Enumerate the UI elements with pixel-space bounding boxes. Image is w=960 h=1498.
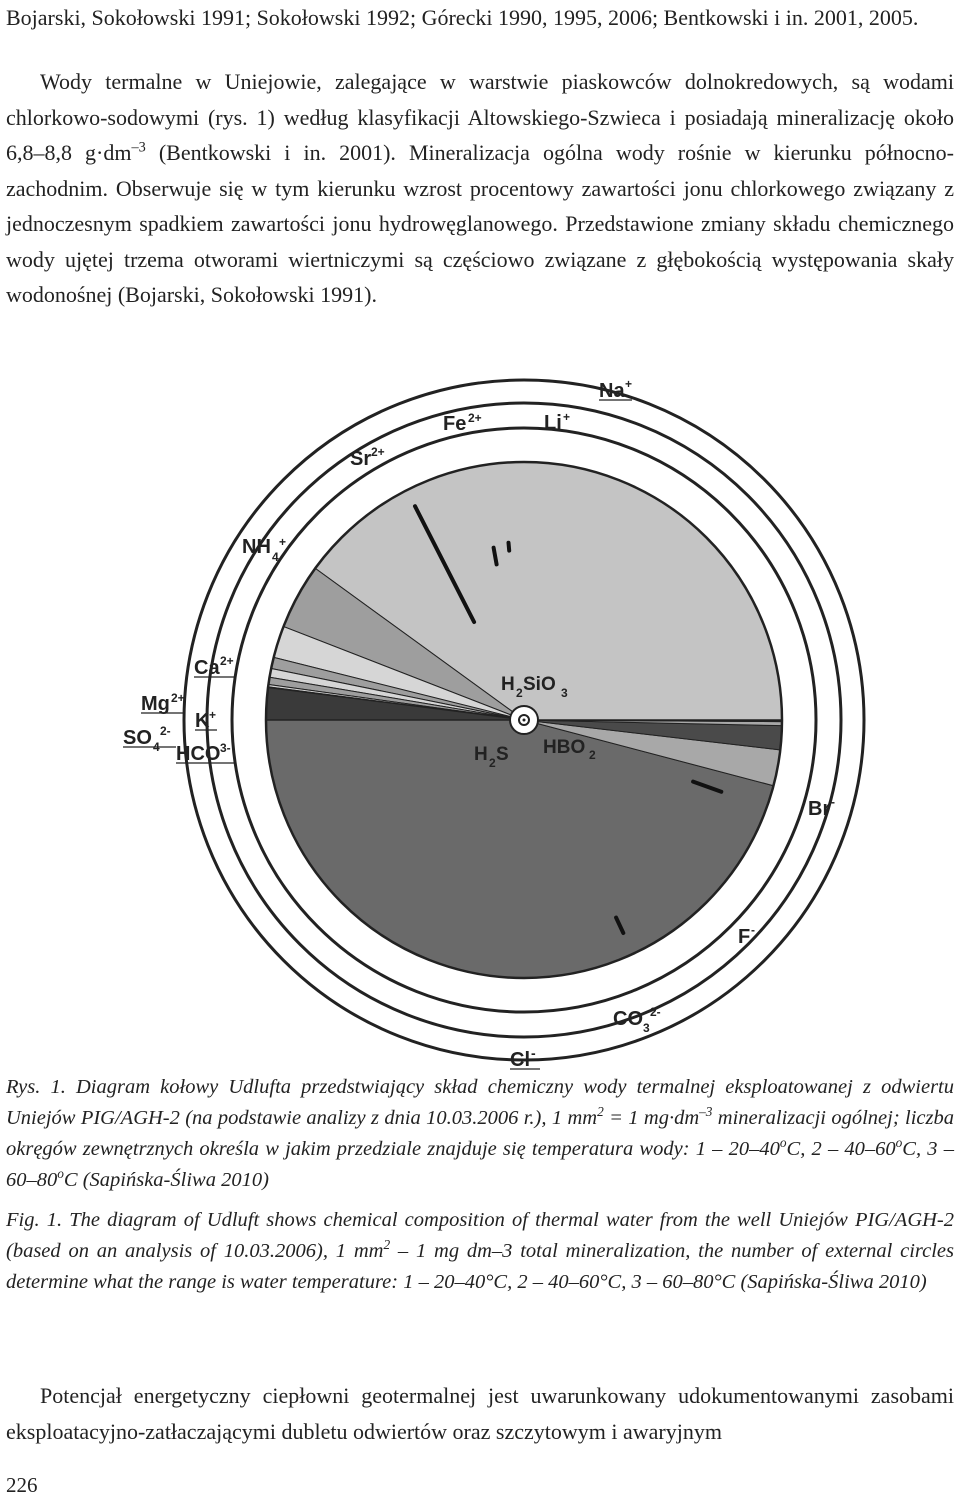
label-nh4-sub: 4 (272, 550, 279, 564)
label-co3-base: CO (613, 1008, 643, 1030)
label-h2s-a: H (474, 744, 488, 765)
label-br-base: Br (808, 798, 831, 820)
caption-pl-e3: o (779, 1135, 787, 1151)
label-fe-sup: 2+ (468, 411, 482, 425)
label-hco3-base: HCO (176, 743, 221, 765)
label-sr-base: Sr (350, 448, 372, 470)
figure-caption-pl (6, 1072, 954, 1196)
paragraph-bottom (6, 1378, 954, 1449)
caption-pl-p5: C, 3 – 60–80 (6, 1138, 954, 1191)
label-hbo2-a: HBO (543, 737, 586, 758)
label-na-sup: + (625, 377, 633, 391)
label-cl-sup: - (531, 1045, 536, 1061)
label-k-sup: + (209, 708, 217, 722)
label-hbo2-b: 2 (589, 748, 596, 762)
label-sr-sup: 2+ (371, 445, 385, 459)
label-co3-sub: 3 (643, 1021, 650, 1035)
label-h2sio3-a: H (501, 674, 515, 695)
label-li-base: Li (544, 412, 562, 434)
label-co3-sup: 2- (650, 1005, 661, 1019)
label-na (599, 377, 632, 402)
label-mg (141, 691, 185, 715)
label-hco3 (176, 741, 234, 765)
caption-pl-p4: C, 2 – 40–60 (786, 1138, 896, 1160)
label-k (195, 708, 217, 732)
label-f-base: F (738, 926, 751, 948)
label-f (738, 923, 755, 948)
paragraph-top (6, 0, 954, 36)
paragraph-main-part2: (Bentkowski i in. 2001). Mineralizacja ogólna wody rośnie w kierunku północno-zachodnim. Obserwuje się w tym kierunku wzrost procentowy zawartości jonu chlorkowego związany z jednoczesnym spadkiem zawartości jonu hydrowęglanowego. Przedstawione zmiany składu chemicznego wody ujętej trzema otworami wiertniczymi są częściowo związane z głębokością występowania skały wodonośnej (Bojarski, Sokołowski 1991). (6, 140, 954, 307)
paragraph-bottom-text: Potencjał energetyczny ciepłowni geotermalnej jest uwarunkowany udokumentowanymi zasobami eksploatacyjno-zatłaczającymi dubletu odwiertów oraz szczytowym i awaryjnym (6, 1383, 954, 1444)
label-ca-sup: 2+ (220, 654, 234, 668)
center-dot (523, 719, 526, 722)
label-h2sio3-d: 3 (561, 686, 568, 700)
label-hco3-sup: 3- (220, 741, 231, 755)
label-h2sio3-b: 2 (516, 686, 523, 700)
label-f-sup: - (751, 923, 755, 937)
caption-pl-e1: 2 (597, 1104, 604, 1120)
label-mg-base: Mg (141, 693, 170, 715)
caption-en-p2: – 1 mg dm–3 total mineralization, the number of external circles determine what the range is water temperature: 1 – 20–40°C, 2 – 40–60°C, 3 – 60–80°C (Sapińska-Śliwa 2010) (6, 1240, 955, 1293)
label-br-sup: - (831, 795, 835, 809)
figure-caption-en (6, 1205, 954, 1298)
label-k-base: K (195, 710, 210, 732)
label-na-base: Na (599, 380, 625, 402)
label-fe-base: Fe (443, 413, 467, 435)
caption-pl-p2: = 1 mg·dm (603, 1107, 700, 1129)
label-h2s-c: S (496, 744, 509, 765)
label-co3 (613, 1005, 661, 1035)
caption-pl-p1: Rys. 1. Diagram kołowy Udlufta przedstwiający skład chemiczny wody termalnej eksploatowanej z odwiertu Uniejów PIG/AGH-2 (na podstawie analizy z dnia 10.03.2006 r.), 1 mm (6, 1076, 954, 1129)
label-h2s-b: 2 (489, 756, 496, 770)
center-marker (510, 706, 538, 734)
caption-pl-e5: o (57, 1166, 64, 1182)
caption-en-p1: Fig. 1. The diagram of Udluft shows chemical composition of thermal water from the well Uniejów PIG/AGH-2 (based on an analysis of 10.03.2006), 1 mm (6, 1209, 954, 1262)
caption-pl-e4: o (895, 1135, 903, 1151)
label-nh4-sup: + (279, 535, 287, 549)
label-nh4-base: NH (242, 536, 271, 558)
label-so4-base: SO (123, 727, 152, 749)
label-cl-base: Cl (510, 1049, 530, 1071)
label-br (808, 795, 835, 820)
page-number: 226 (6, 1473, 38, 1497)
paragraph-main (6, 64, 954, 313)
label-so4-sup: 2- (160, 724, 171, 738)
label-h2sio3-c: SiO (523, 674, 556, 695)
caption-pl-e2: –3 (699, 1104, 713, 1120)
label-so4 (123, 724, 176, 754)
paragraph-main-part1: Wody termalne w Uniejowie, zalegające w warstwie piaskowców dolnokredowych, są wodami chlorkowo-sodowymi (rys. 1) według klasyfikacji Altowskiego-Szwieca i posiadają mineralizację około 6,8–8,8 g·dm (6, 69, 954, 165)
label-ca (194, 654, 235, 679)
line-fe (509, 543, 510, 551)
label-so4-sub: 4 (153, 740, 160, 754)
label-cl (510, 1045, 540, 1071)
label-mg-sup: 2+ (171, 691, 185, 705)
caption-en-e1: 2 (383, 1237, 391, 1253)
label-li-sup: + (563, 410, 571, 424)
paragraph-main-exponent: –3 (131, 139, 146, 156)
caption-pl-p6: C (Sapińska-Śliwa 2010) (63, 1169, 269, 1191)
paragraph-top-text: Bojarski, Sokołowski 1991; Sokołowski 1992; Górecki 1990, 1995, 2006; Bentkowski i in. 2001, 2005. (6, 5, 919, 30)
label-ca-base: Ca (194, 657, 220, 679)
caption-pl-p3: mineralizacji ogólnej; liczba okręgów zewnętrznych określa w jakim przedziale znajduje się temperatura wody: 1 – 20–40 (6, 1107, 954, 1160)
anion-half (266, 720, 782, 978)
udluft-pie-diagram (0, 365, 960, 1080)
